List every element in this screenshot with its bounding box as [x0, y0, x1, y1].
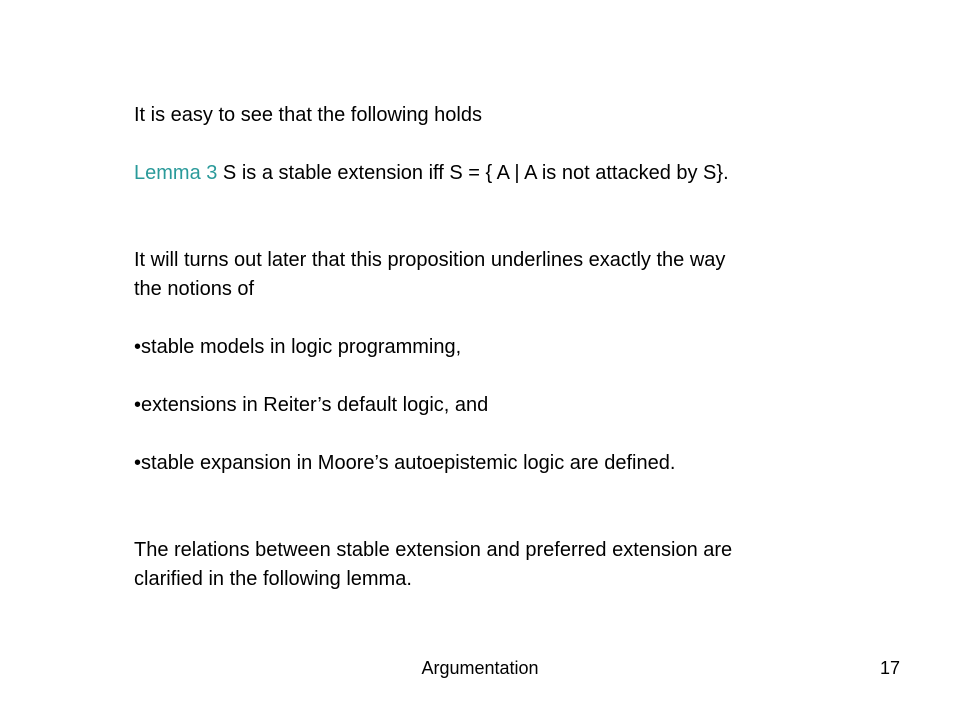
bullet-icon: •	[134, 452, 142, 474]
bullet-icon: •	[134, 336, 142, 358]
bullet-icon: •	[134, 394, 142, 416]
bullet-text: stable models in logic programming,	[141, 336, 462, 358]
lemma-text: S is a stable extension iff S = { A | A is not attacked by S}.	[217, 162, 729, 184]
bullet-item-1	[134, 333, 874, 362]
bullet-item-2	[134, 391, 874, 420]
intro-text: It is easy to see that the following holds	[134, 104, 482, 126]
slide-body	[134, 101, 874, 594]
bullet-text: extensions in Reiter’s default logic, and	[141, 394, 489, 416]
footer-title: Argumentation	[421, 658, 539, 678]
paragraph-line-2: the notions of	[134, 278, 255, 300]
page-number: 17	[880, 658, 901, 678]
bullet-text: stable expansion in Moore’s autoepistemic logic are defined.	[141, 452, 676, 474]
lemma-statement	[134, 159, 874, 188]
conclusion-line-1: The relations between stable extension and preferred extension are	[134, 539, 733, 561]
lemma-label: Lemma 3	[134, 162, 218, 184]
conclusion-line-2: clarified in the following lemma.	[134, 568, 412, 590]
paragraph-line-1: It will turns out later that this proposition underlines exactly the way	[134, 249, 726, 271]
bullet-item-3	[134, 449, 874, 478]
